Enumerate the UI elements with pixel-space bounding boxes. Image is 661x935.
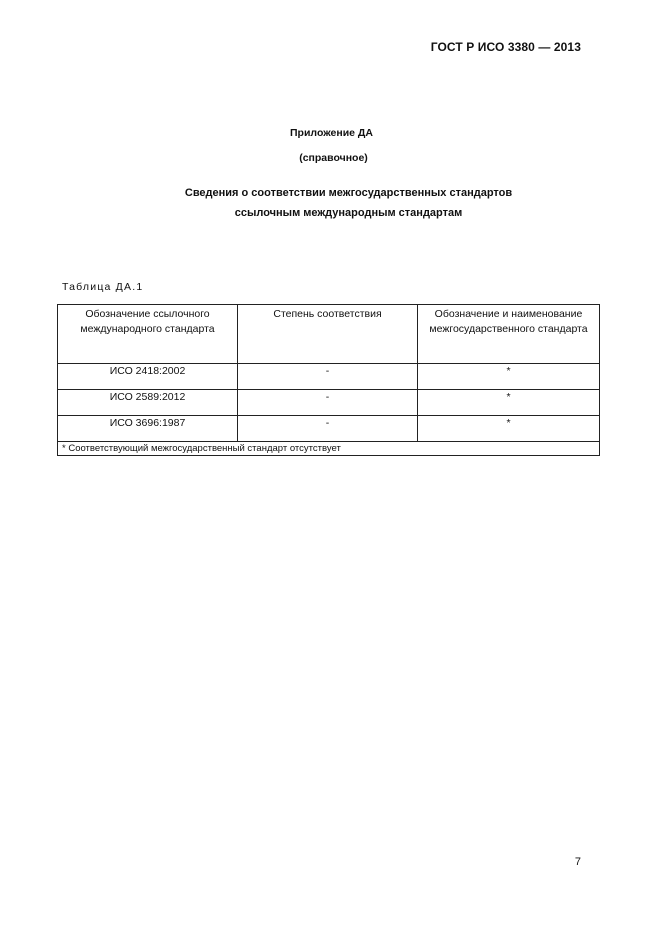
annex-heading-line-1: Сведения о соответствии межгосударственных стандартов <box>184 187 513 199</box>
table-caption: Таблица ДА.1 <box>62 281 144 293</box>
document-code: ГОСТ Р ИСО 3380 — 2013 <box>430 40 581 54</box>
table-header-row <box>58 305 600 364</box>
header-cell-degree-of-correspondence: Степень соответствия <box>238 305 418 364</box>
table-footnote-row <box>58 442 600 456</box>
table-footer <box>58 442 600 456</box>
page-number: 7 <box>574 856 581 868</box>
table-footnote: * Соответствующий межгосударственный стандарт отсутствует <box>58 442 600 456</box>
table-header <box>58 305 600 364</box>
annex-heading-line-2: ссылочным международным стандартам <box>234 207 463 219</box>
correspondence-table <box>57 304 600 456</box>
annex-type: (справочное) <box>299 152 368 164</box>
table-cell: - <box>238 416 418 442</box>
table-body <box>58 364 600 442</box>
table-cell: - <box>238 364 418 390</box>
header-cell-interstate-standard: Обозначение и наименование межгосударственного стандарта <box>418 305 600 364</box>
table-cell: ИСО 3696:1987 <box>58 416 238 442</box>
annex-heading <box>0 183 661 223</box>
table-cell: * <box>418 416 600 442</box>
table-row <box>58 390 600 416</box>
annex-title: Приложение ДА <box>290 127 373 139</box>
header-cell-international-standard: Обозначение ссылочного международного стандарта <box>58 305 238 364</box>
table-cell: * <box>418 364 600 390</box>
table-cell: ИСО 2589:2012 <box>58 390 238 416</box>
table-row <box>58 416 600 442</box>
table-cell: ИСО 2418:2002 <box>58 364 238 390</box>
table-row <box>58 364 600 390</box>
table-cell: * <box>418 390 600 416</box>
table-cell: - <box>238 390 418 416</box>
